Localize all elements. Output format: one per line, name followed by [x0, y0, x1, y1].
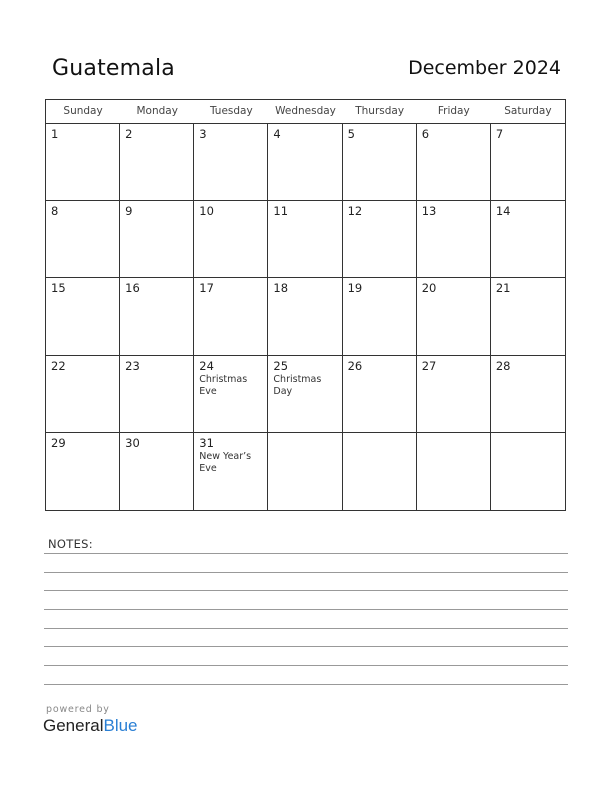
day-number: 24: [199, 358, 214, 373]
day-cell: [194, 278, 268, 355]
holiday-label: Christmas Day: [273, 373, 322, 397]
day-number: 27: [421, 358, 437, 373]
day-number: 5: [347, 127, 355, 141]
day-cell: [268, 278, 342, 355]
weekday-label: Friday: [437, 105, 470, 117]
day-cell: [194, 124, 268, 201]
day-cell: [120, 124, 194, 201]
day-cell: [343, 201, 417, 278]
day-number: 31: [199, 435, 214, 450]
day-number: 6: [421, 127, 430, 141]
holiday-label: Christmas Eve: [199, 373, 248, 397]
calendar-month-title: December 2024: [408, 57, 561, 79]
day-cell: [417, 356, 491, 433]
notes-line: [44, 684, 568, 685]
day-cell: [194, 201, 268, 278]
day-number: 4: [273, 127, 281, 141]
generalblue-logo: [43, 716, 138, 736]
weekday-label: Thursday: [355, 105, 405, 117]
day-number: 11: [273, 204, 289, 219]
day-number: 25: [273, 358, 289, 373]
day-cell: [491, 278, 565, 355]
weekday-label: Wednesday: [275, 105, 336, 117]
day-cell: [120, 433, 194, 510]
holiday-label: New Year’s Eve: [199, 450, 252, 474]
notes-line: [44, 628, 568, 629]
notes-line: [44, 572, 568, 573]
brand-blue: Blue: [103, 716, 138, 735]
day-cell: [343, 356, 417, 433]
day-cell: [417, 124, 491, 201]
weekday-label: Tuesday: [209, 105, 253, 117]
day-cell: [417, 278, 491, 355]
day-number: 29: [51, 435, 66, 450]
day-number: 15: [51, 281, 66, 296]
day-number: 12: [347, 204, 363, 219]
calendar-country-title: Guatemala: [52, 56, 175, 81]
day-cell: [194, 356, 268, 433]
day-cell: [491, 124, 565, 201]
day-cell: [268, 433, 342, 510]
notes-line: [44, 553, 568, 554]
day-cell: [46, 201, 120, 278]
day-number: 19: [347, 281, 363, 296]
brand-general: General: [43, 716, 104, 735]
day-number: 20: [421, 281, 437, 296]
day-cell: [46, 356, 120, 433]
day-cell: [194, 433, 268, 510]
day-number: 13: [421, 204, 437, 219]
calendar-grid: [45, 99, 566, 511]
day-number: 14: [495, 204, 511, 219]
days-grid: [46, 124, 565, 510]
day-number: 26: [347, 358, 363, 373]
day-number: 18: [273, 281, 289, 296]
weekday-label: Saturday: [504, 105, 552, 117]
day-number: 2: [125, 127, 133, 141]
day-cell: [417, 201, 491, 278]
day-cell: [343, 433, 417, 510]
day-cell: [268, 201, 342, 278]
day-cell: [46, 433, 120, 510]
day-number: 16: [125, 281, 140, 296]
day-cell: [417, 433, 491, 510]
notes-label: NOTES:: [48, 537, 93, 551]
day-number: 1: [51, 127, 59, 141]
day-cell: [343, 278, 417, 355]
weekday-label: Sunday: [63, 105, 103, 117]
day-cell: [268, 356, 342, 433]
day-number: 17: [199, 281, 214, 296]
day-number: 21: [495, 281, 511, 296]
day-number: 30: [125, 435, 140, 450]
powered-by-text: powered by: [46, 704, 110, 715]
notes-line: [44, 609, 568, 610]
day-cell: [491, 433, 565, 510]
day-number: 23: [125, 358, 140, 373]
day-cell: [120, 356, 194, 433]
day-cell: [120, 278, 194, 355]
notes-line: [44, 590, 568, 591]
day-number: 7: [495, 127, 504, 141]
day-cell: [491, 201, 565, 278]
notes-line: [44, 646, 568, 647]
day-number: 22: [51, 358, 66, 373]
day-number: 9: [125, 204, 133, 219]
day-cell: [46, 278, 120, 355]
day-number: 28: [495, 358, 511, 373]
day-number: 8: [51, 204, 59, 219]
day-cell: [343, 124, 417, 201]
day-cell: [46, 124, 120, 201]
day-cell: [491, 356, 565, 433]
weekday-header-row: [46, 100, 565, 124]
day-cell: [268, 124, 342, 201]
weekday-label: Monday: [136, 105, 178, 117]
notes-line: [44, 665, 568, 666]
day-number: 10: [199, 204, 214, 219]
day-number: 3: [199, 127, 207, 141]
day-cell: [120, 201, 194, 278]
